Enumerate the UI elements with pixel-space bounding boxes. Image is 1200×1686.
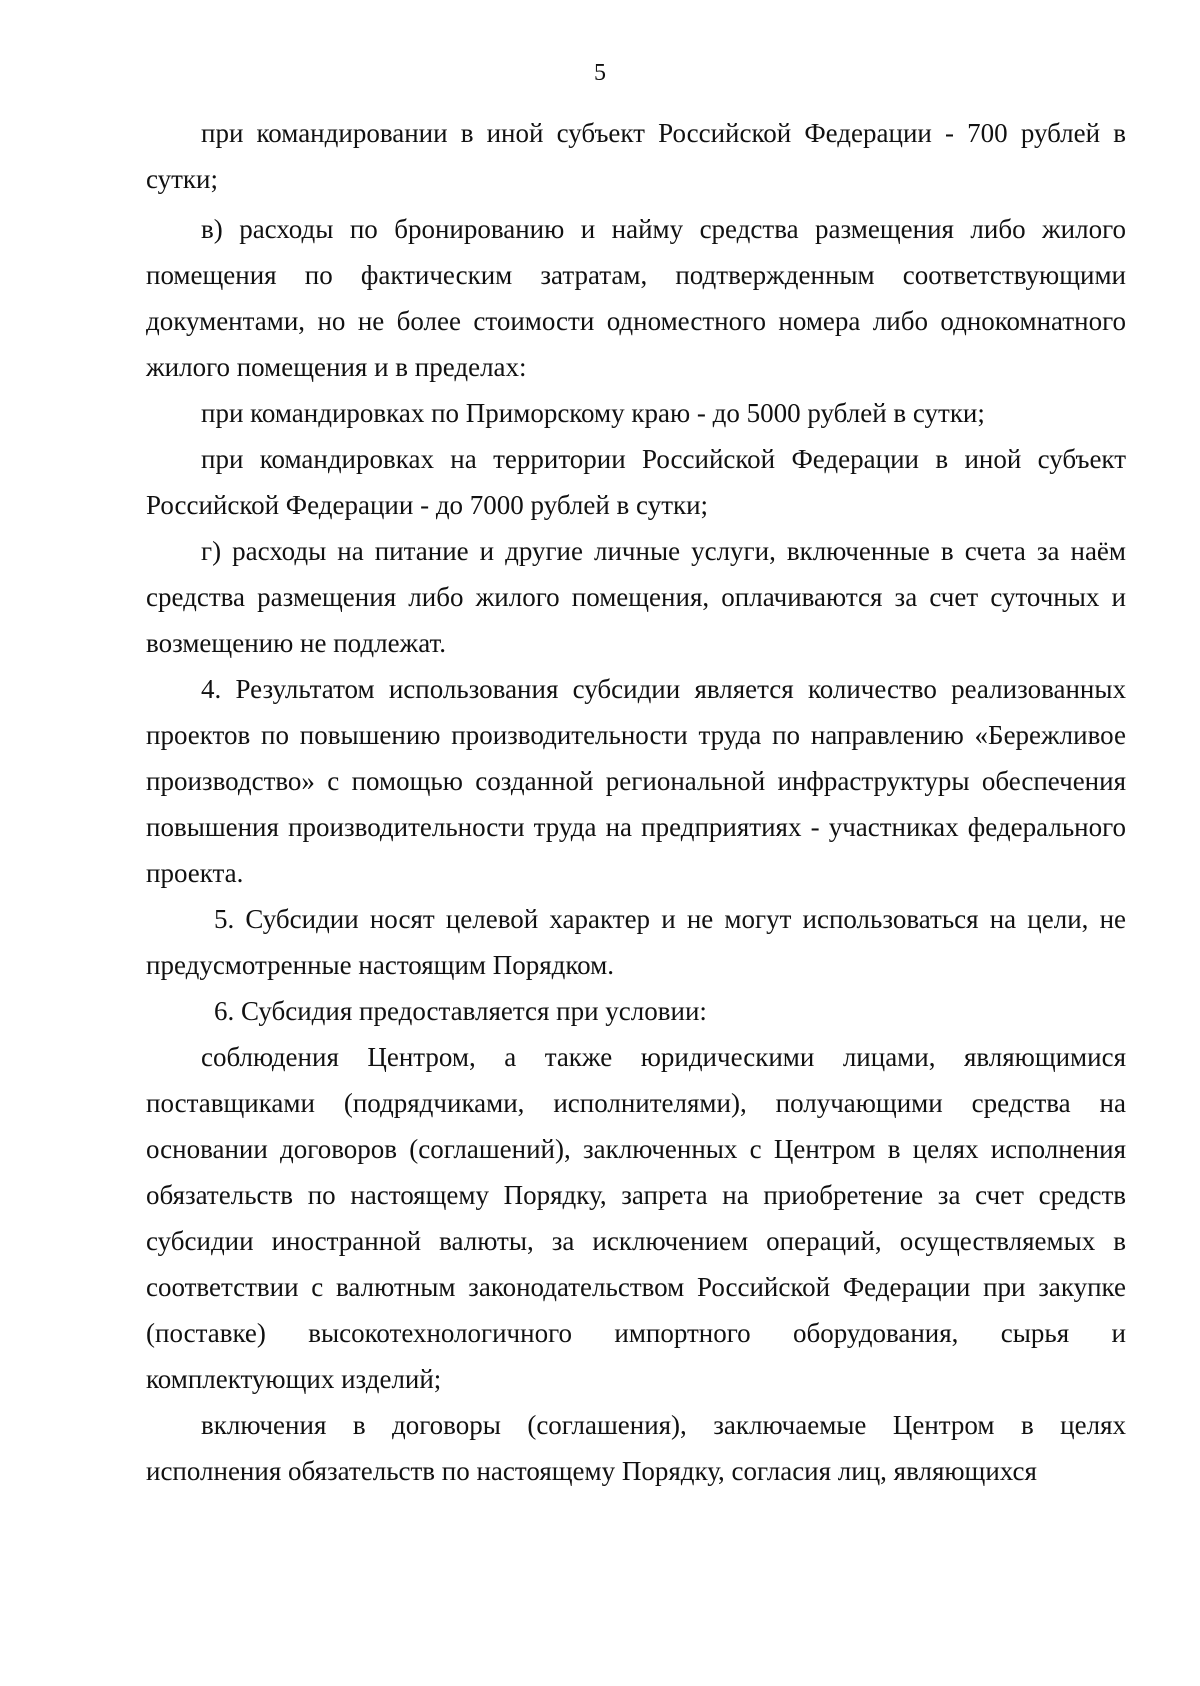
paragraph-meal-expenses: г) расходы на питание и другие личные услуги, включенные в счета за наём средства размещения либо жилого помещения, оплачиваются за счет суточных и возмещению не подлежат. — [146, 536, 1126, 658]
paragraph-subsidy-purpose: 5. Субсидии носят целевой характер и не могут использоваться на цели, не предусмотренные настоящим Порядком. — [146, 904, 1126, 980]
paragraph-currency-restriction: соблюдения Центром, а также юридическими лицами, являющимися поставщиками (подрядчиками, исполнителями), получающими средства на основании договоров (соглашений), заключенных с Центром в целях исполнения обязательств по настоящему Порядку, запрета на приобретение за счет средств субсидии иностранной валюты, за исключением операций, осуществляемых в соответствии с валютным законодательством Российской Федерации при закупке (поставке) высокотехнологичного импортного оборудования, сырья и комплектующих изделий; — [146, 1042, 1126, 1394]
paragraph-contract-inclusion: включения в договоры (соглашения), заключаемые Центром в целях исполнения обязательств по настоящему Порядку, согласия лиц, являющихся — [146, 1410, 1126, 1486]
paragraph-russian-federation-limit: при командировках на территории Российской Федерации в иной субъект Российской Федерации - до 7000 рублей в сутки; — [146, 444, 1126, 520]
document-body — [146, 110, 1126, 1494]
paragraph-subsidy-condition: 6. Субсидия предоставляется при условии: — [214, 996, 707, 1026]
paragraph-subsidy-result: 4. Результатом использования субсидии является количество реализованных проектов по повышению производительности труда по направлению «Бережливое производство» с помощью созданной региональной инфраструктуры обеспечения повышения производительности труда на предприятиях - участниках федерального проекта. — [146, 674, 1126, 888]
paragraph-accommodation-expenses: в) расходы по бронированию и найму средства размещения либо жилого помещения по фактическим затратам, подтвержденным соответствующими документами, но не более стоимости одноместного номера либо однокомнатного жилого помещения и в пределах: — [146, 214, 1126, 382]
page-number: 5 — [594, 60, 606, 86]
paragraph-primorsky-limit: при командировках по Приморскому краю - до 5000 рублей в сутки; — [201, 398, 985, 428]
paragraph-travel-allowance-other-region: при командировании в иной субъект Российской Федерации - 700 рублей в сутки; — [146, 118, 1126, 194]
